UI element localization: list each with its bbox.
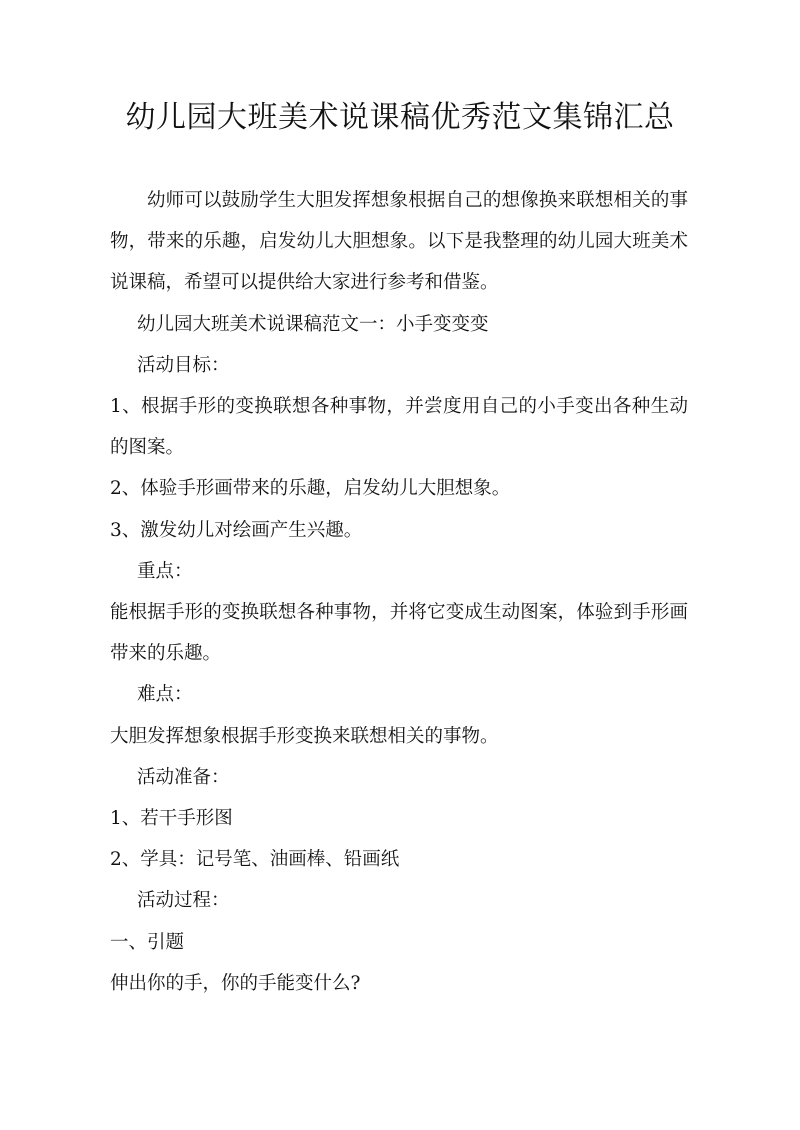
difficulty-label: 难点： xyxy=(137,684,193,706)
goal-item-2: 2、体验手形画带来的乐趣，启发幼儿大胆想象。 xyxy=(110,478,511,500)
section-heading: 幼儿园大班美术说课稿范文一：小手变变变 xyxy=(137,313,489,335)
difficulty-text: 大胆发挥想象根据手形变换来联想相关的事物。 xyxy=(110,725,499,747)
key-point-label: 重点： xyxy=(137,560,193,582)
key-point-text: 能根据手形的变换联想各种事物，并将它变成生动图案，体验到手形画带来的乐趣。 xyxy=(110,602,688,665)
goals-label: 活动目标： xyxy=(137,354,230,376)
goal-item-3: 3、激发幼儿对绘画产生兴趣。 xyxy=(110,519,363,541)
document-body xyxy=(110,180,688,1004)
preparation-item-2: 2、学具：记号笔、油画棒、铅画纸 xyxy=(110,849,400,871)
document-title: 幼儿园大班美术说课稿优秀范文集锦汇总 xyxy=(125,100,675,135)
process-label: 活动过程： xyxy=(137,890,230,912)
preparation-label: 活动准备： xyxy=(137,766,230,788)
intro-paragraph: 幼师可以鼓励学生大胆发挥想象根据自己的想像换来联想相关的事物，带来的乐趣，启发幼儿大胆想象。以下是我整理的幼儿园大班美术说课稿，希望可以提供给大家进行参考和借鉴。 xyxy=(110,190,688,294)
goal-item-1: 1、根据手形的变换联想各种事物，并尝度用自己的小手变出各种生动的图案。 xyxy=(110,396,688,459)
process-step-1: 一、引题 xyxy=(110,931,185,953)
preparation-item-1: 1、若干手形图 xyxy=(110,808,233,830)
process-question: 伸出你的手，你的手能变什么? xyxy=(110,972,361,994)
